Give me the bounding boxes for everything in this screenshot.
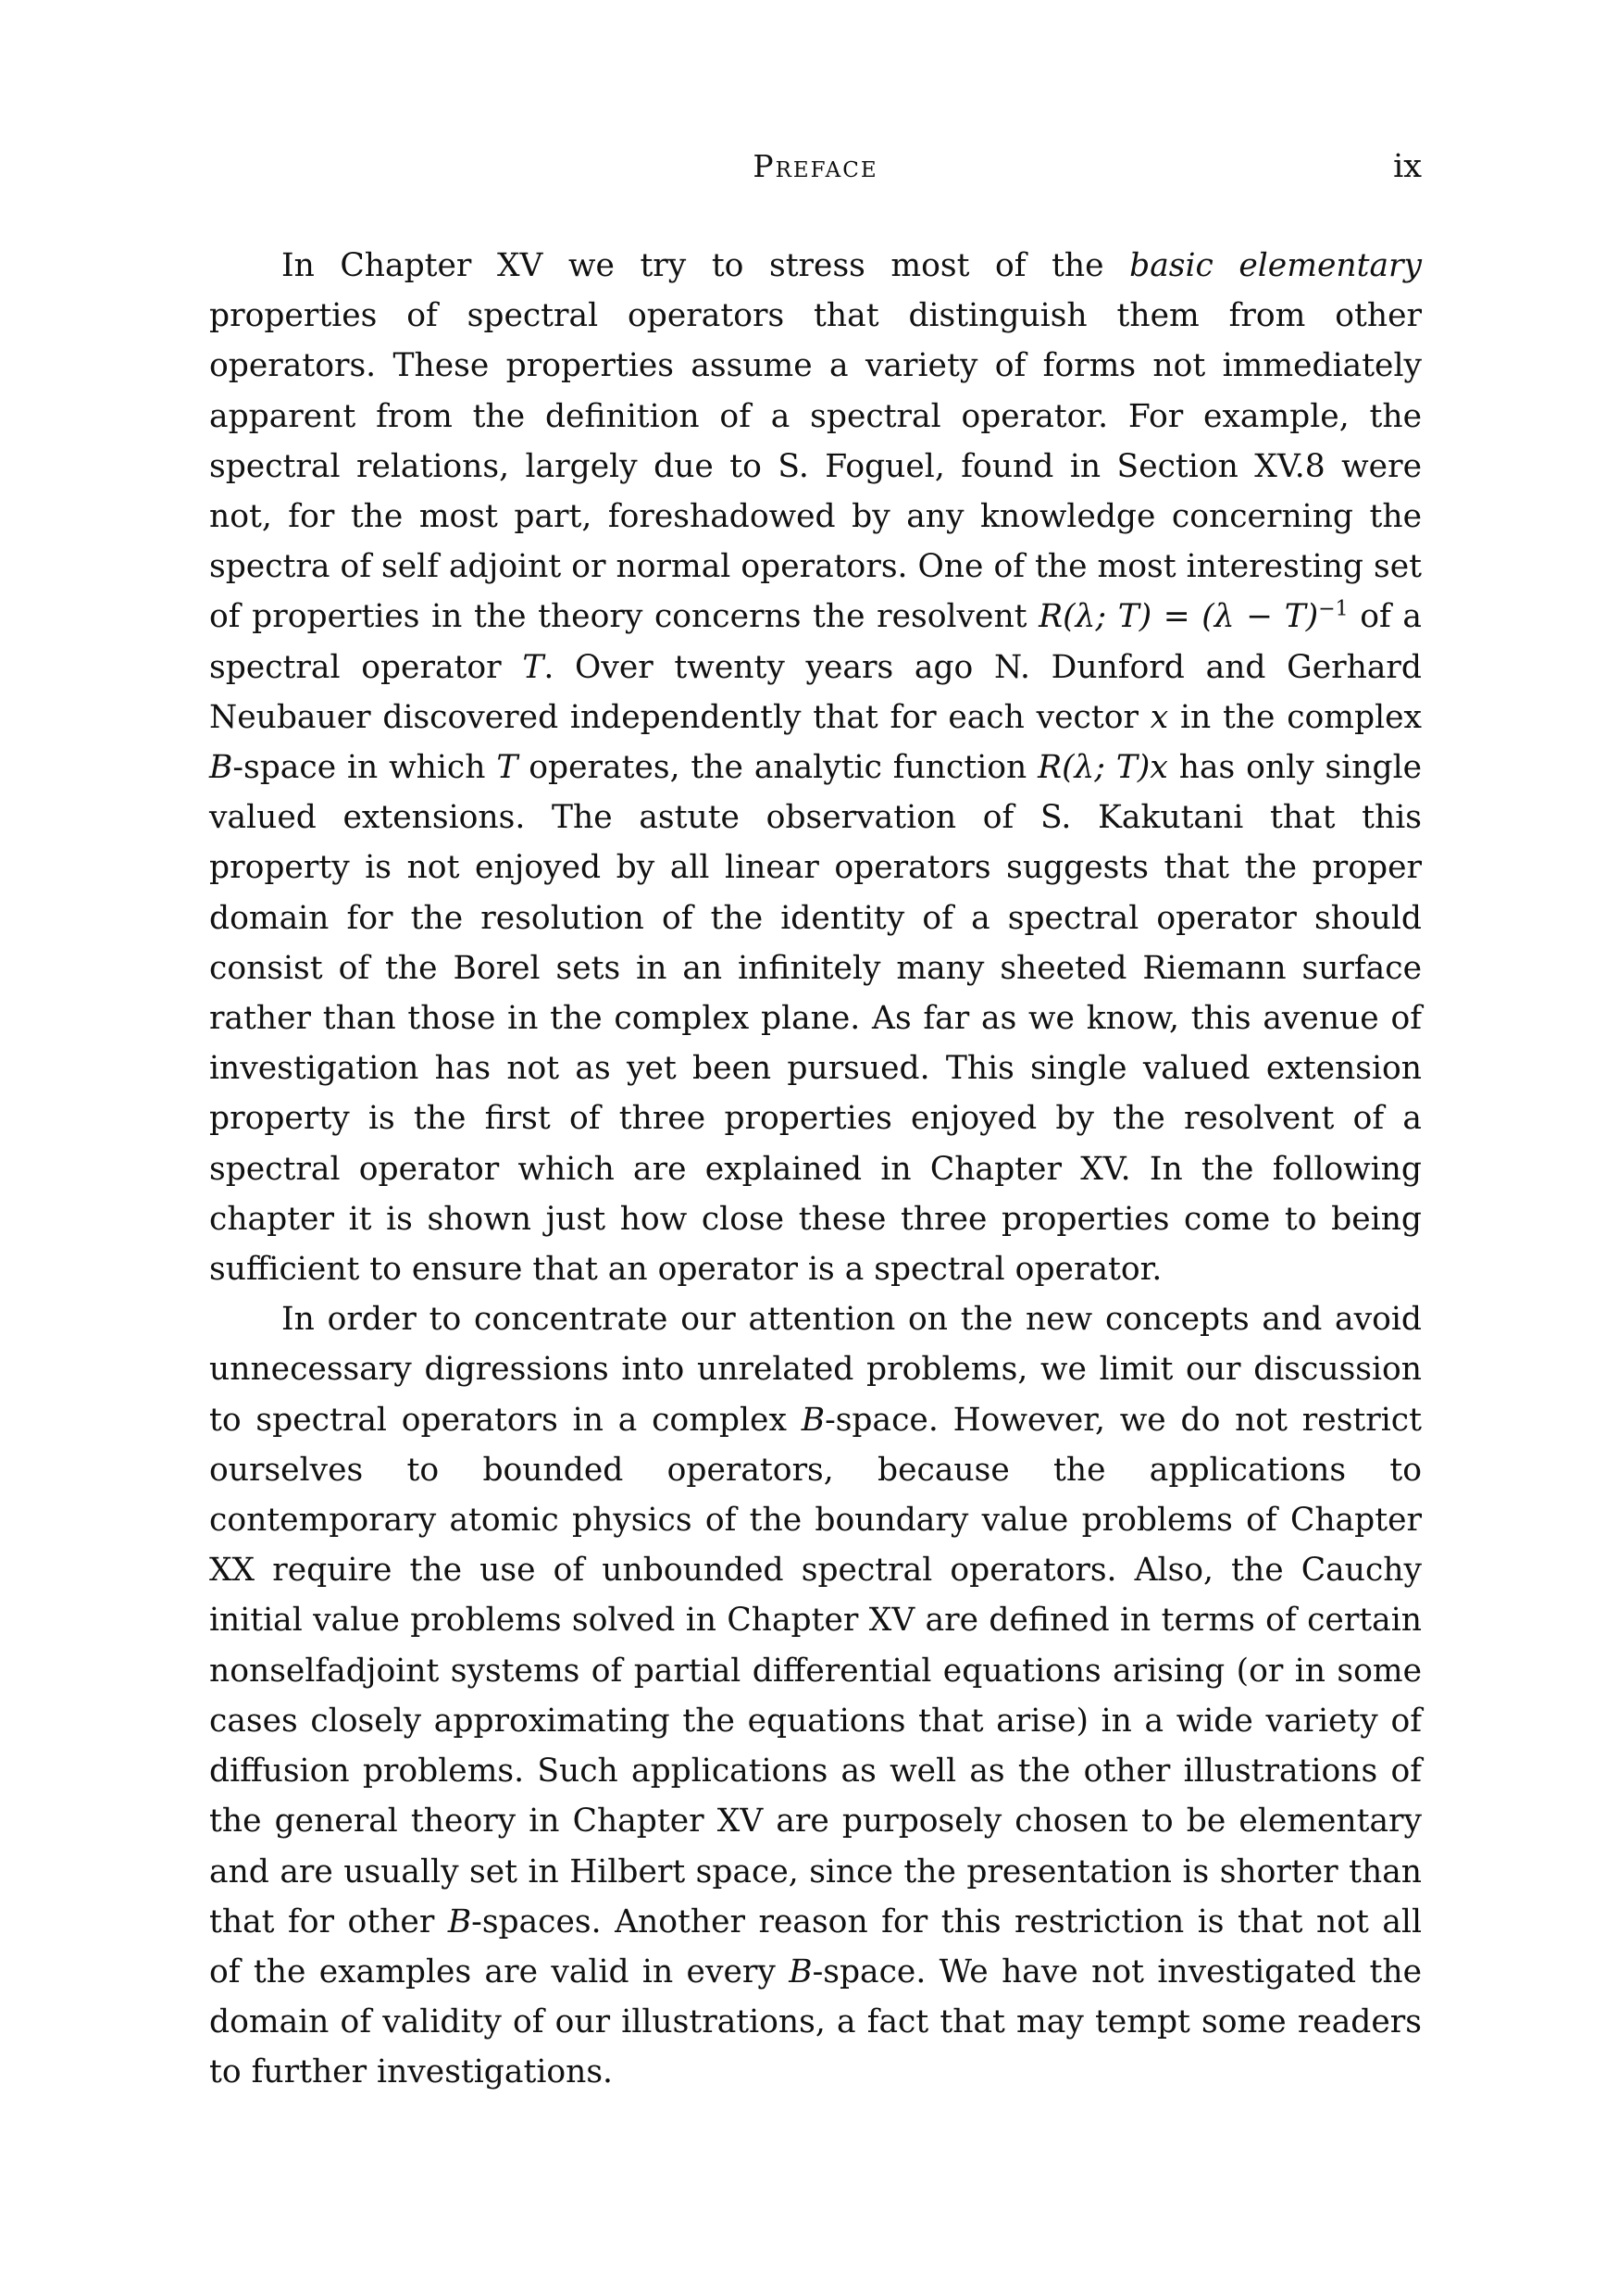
math-symbol: T (496, 749, 518, 787)
running-title: Preface (753, 148, 878, 184)
resolvent-formula: R(λ; T) = (λ − T) (1039, 598, 1319, 636)
formula-exponent: −1 (1318, 597, 1349, 621)
text-span: In Chapter XV we try to stress most of the (281, 247, 1130, 284)
math-symbol: B (447, 1903, 472, 1940)
text-span: -space. We have not investigated the domain of validity of our illustrations, a fact that may tempt some readers to further investigations. (209, 1953, 1423, 2091)
page-number: ix (1393, 148, 1422, 185)
text-span: . Over twenty years ago N. Dunford and Gerhard Neubauer discovered independently that for each vector (209, 648, 1422, 736)
math-symbol: B (789, 1953, 813, 1990)
math-symbol: B (801, 1401, 826, 1439)
text-span: operates, the analytic function (517, 749, 1039, 787)
text-span: properties of spectral operators that distinguish them from other operators. These properties assume a variety of forms not immediately apparent from the definition of a spectral operator. For example, the spectral relations, largely due to S. Foguel, found in Section XV.8 were not, for the most part, foreshadowed by any knowledge concerning the spectra of self adjoint or normal operators. One of the most interesting set of properties in the theory concerns the resolvent (209, 297, 1422, 636)
text-span: In order to concentrate our attention on the new concepts and avoid unnecessary digressions into unrelated problems, we limit our discussion to spectral operators in a complex (209, 1301, 1422, 1439)
text-span: -spaces. Another reason for this restriction is that not all of the examples are valid in every (209, 1903, 1422, 1990)
text-span: -space. However, we do not restrict ourselves to bounded operators, because the applications to contemporary atomic physics of the boundary value problems of Chapter XX require the use of unbounded spectral operators. Also, the Cauchy initial value problems solved in Chapter XV are defined in terms of certain nonselfadjoint systems of partial differential equations arising (or in some cases closely approximating the equations that arise) in a wide variety of diffusion problems. Such applications as well as the other illustrations of the general theory in Chapter XV are purposely chosen to be elementary and are usually set in Hilbert space, since the presentation is shorter than that for other (209, 1401, 1422, 1940)
paragraph-1 (209, 241, 1422, 1294)
math-symbol: B (209, 749, 233, 787)
paragraph-2 (209, 1294, 1422, 2097)
text-span: of a spectral operator (209, 598, 1422, 686)
text-span: -space in which (232, 749, 497, 787)
body-text (209, 241, 1422, 2098)
function-formula: R(λ; T)x (1038, 749, 1168, 787)
emphasis-text: basic elementary (1129, 247, 1422, 284)
text-span: in the complex (1168, 698, 1422, 736)
math-symbol: x (1150, 698, 1169, 736)
math-symbol: T (522, 648, 544, 686)
running-head (209, 148, 1422, 194)
text-span: has only single valued extensions. The astute observation of S. Kakutani that this property is not enjoyed by all linear operators suggests that the proper domain for the resolution of the identity of a spectral operator should consist of the Borel sets in an infinitely many sheeted Riemann surface rather than those in the complex plane. As far as we know, this avenue of investigation has not as yet been pursued. This single valued extension property is the first of three properties enjoyed by the resolvent of a spectral operator which are explained in Chapter XV. In the following chapter it is shown just how close these three properties come to being sufficient to ensure that an operator is a spectral operator. (209, 749, 1423, 1289)
